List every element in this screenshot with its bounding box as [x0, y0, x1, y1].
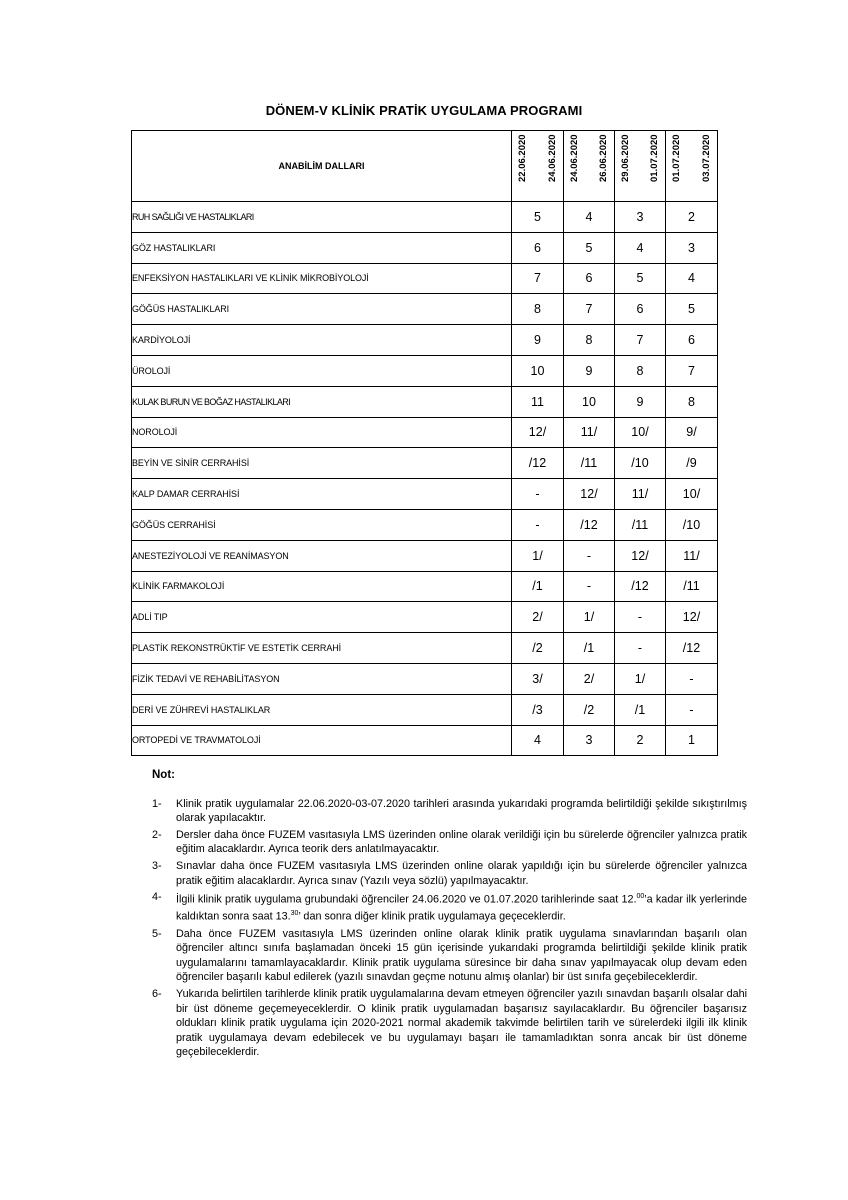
note-number: 6- — [152, 987, 162, 1000]
note-text-part: İlgili klinik pratik uygulama grubundaki öğrenciler 24.06.2020 ve 01.07.2020 tarihlerinde saat 12. — [176, 893, 637, 906]
group-cell: 11/ — [666, 540, 718, 571]
group-cell: - — [564, 540, 615, 571]
table-row — [132, 263, 718, 294]
group-cell: 8 — [666, 386, 718, 417]
dept-name: KULAK BURUN VE BOĞAZ HASTALIKLARI — [132, 386, 512, 417]
group-cell: /2 — [564, 694, 615, 725]
table-row — [132, 694, 718, 725]
note-number: 2- — [152, 828, 162, 841]
group-cell: /1 — [564, 633, 615, 664]
group-cell: 7 — [666, 355, 718, 386]
note-item — [152, 987, 747, 1060]
dept-name: KARDİYOLOJİ — [132, 325, 512, 356]
group-cell: 6 — [512, 232, 564, 263]
group-cell: 11/ — [564, 417, 615, 448]
table-row — [132, 540, 718, 571]
date-column-header — [512, 131, 564, 202]
group-cell: /12 — [512, 448, 564, 479]
date-start: 29.06.2020 — [620, 134, 631, 182]
table-row — [132, 355, 718, 386]
group-cell: - — [666, 694, 718, 725]
group-cell: - — [615, 633, 666, 664]
note-superscript: 00 — [636, 893, 645, 901]
dept-name: GÖĞÜS CERRAHİSİ — [132, 509, 512, 540]
date-end: 03.07.2020 — [701, 134, 712, 182]
group-cell: 12/ — [512, 417, 564, 448]
note-item — [152, 828, 747, 857]
dept-name: ENFEKSİYON HASTALIKLARI VE KLİNİK MİKROBİYOLOJİ — [132, 263, 512, 294]
group-cell: 6 — [615, 294, 666, 325]
group-cell: /1 — [512, 571, 564, 602]
table-row — [132, 479, 718, 510]
note-text: Yukarıda belirtilen tarihlerde klinik pratik uygulamalarına devam etmeyen öğrenciler yazılı sınavdan başarılı olsalar dahi bir üst döneme geçemeyeceklerdir. O klinik pratik uygulamadan başarısız sayılacaklardır. Bu öğrenciler başarısız oldukları klinik pratik uygulama için 2020-2021 normal akademik takvimde belirtilen tarih ve sürelerdeki ilgili ilk klinik pratik uygulamaya devam edebilecek ve bu uygulamayı başarı ile tamamladıktan sonra ancak bir üst döneme geçebileceklerdir. — [176, 987, 747, 1059]
dept-name: ORTOPEDİ VE TRAVMATOLOJİ — [132, 725, 512, 756]
group-cell: 7 — [512, 263, 564, 294]
group-cell: 4 — [666, 263, 718, 294]
page-title: DÖNEM-V KLİNİK PRATİK UYGULAMA PROGRAMI — [265, 103, 583, 118]
dept-name: ADLİ TIP — [132, 602, 512, 633]
group-cell: 12/ — [615, 540, 666, 571]
dept-name: GÖZ HASTALIKLARI — [132, 232, 512, 263]
group-cell: 12/ — [666, 602, 718, 633]
group-cell: 9 — [615, 386, 666, 417]
group-cell: 10/ — [615, 417, 666, 448]
group-cell: - — [666, 663, 718, 694]
group-cell: 2/ — [512, 602, 564, 633]
group-cell: 9 — [512, 325, 564, 356]
dept-name: KALP DAMAR CERRAHİSİ — [132, 479, 512, 510]
group-cell: 2 — [666, 202, 718, 233]
note-superscript: 30 — [290, 910, 299, 918]
table-row — [132, 725, 718, 756]
table-row — [132, 294, 718, 325]
date-start: 22.06.2020 — [517, 134, 528, 182]
group-cell: 11/ — [615, 479, 666, 510]
group-cell: 1/ — [615, 663, 666, 694]
note-item — [152, 797, 747, 826]
group-cell: /9 — [666, 448, 718, 479]
table-row — [132, 571, 718, 602]
group-cell: 7 — [615, 325, 666, 356]
dept-name: ÜROLOJİ — [132, 355, 512, 386]
group-cell: /12 — [564, 509, 615, 540]
group-cell: 1 — [666, 725, 718, 756]
date-end: 24.06.2020 — [547, 134, 558, 182]
group-cell: 5 — [512, 202, 564, 233]
note-text-part: ’a kadar ilk yerlerinde kaldıktan sonra saat 13. — [176, 893, 747, 923]
group-cell: /11 — [564, 448, 615, 479]
group-cell: /1 — [615, 694, 666, 725]
dept-name: BEYİN VE SİNİR CERRAHİSİ — [132, 448, 512, 479]
date-column-header — [564, 131, 615, 202]
note-number: 4- — [152, 891, 162, 904]
group-cell: 2 — [615, 725, 666, 756]
notes-section — [152, 768, 747, 1062]
group-cell: 8 — [615, 355, 666, 386]
table-body — [132, 202, 718, 756]
table-row — [132, 633, 718, 664]
group-cell: 1/ — [564, 602, 615, 633]
date-column-header — [666, 131, 718, 202]
group-cell: 2/ — [564, 663, 615, 694]
program-table — [131, 130, 718, 756]
group-cell: 10 — [512, 355, 564, 386]
group-cell: 4 — [564, 202, 615, 233]
group-cell: /3 — [512, 694, 564, 725]
dept-name: NOROLOJİ — [132, 417, 512, 448]
group-cell: 5 — [564, 232, 615, 263]
note-text: Klinik pratik uygulamalar 22.06.2020-03-07.2020 tarihleri arasında yukarıdaki programda belirtildiği şekilde sıkıştırılmış olarak yapılacaktır. — [176, 797, 747, 825]
note-text: Sınavlar daha önce FUZEM vasıtasıyla LMS üzerinden online olarak yapıldığı için bu sürelerde öğrenciler yalnızca pratik eğitim alacaklardır. Ayrıca sınav (Yazılı veya sözlü) yapılmayacaktır. — [176, 859, 747, 887]
note-text: Daha önce FUZEM vasıtasıyla LMS üzerinden online olarak klinik pratik uygulama sınavlarından başarılı olan öğrenciler altıncı sınıfa başlamadan önceki 15 gün içerisinde yukarıdaki programda belirtildiği şekilde klinik pratik uygulamalarını tamamlayacaklardır. Klinik pratik uygulama süresince bir daha sınav yapılmayacak olup devam eden öğrenciler başarılı kabul edilerek (yazılı sınavdan geçme notunu almış olanlar) bir üst sınıfa geçebileceklerdir. — [176, 927, 747, 984]
date-start: 24.06.2020 — [569, 134, 580, 182]
dept-column-header: ANABİLİM DALLARI — [132, 131, 512, 202]
table-header-row — [132, 131, 718, 202]
group-cell: 4 — [615, 232, 666, 263]
group-cell: /12 — [666, 633, 718, 664]
date-end: 26.06.2020 — [598, 134, 609, 182]
group-cell: 4 — [512, 725, 564, 756]
group-cell: - — [512, 479, 564, 510]
group-cell: 7 — [564, 294, 615, 325]
table-row — [132, 417, 718, 448]
group-cell: /2 — [512, 633, 564, 664]
group-cell: 8 — [564, 325, 615, 356]
group-cell: 10 — [564, 386, 615, 417]
note-item — [152, 890, 747, 924]
group-cell: 9 — [564, 355, 615, 386]
table-row — [132, 602, 718, 633]
date-column-header — [615, 131, 666, 202]
group-cell: 5 — [615, 263, 666, 294]
table-row — [132, 325, 718, 356]
group-cell: 5 — [666, 294, 718, 325]
dept-name: DERİ VE ZÜHREVİ HASTALIKLAR — [132, 694, 512, 725]
dept-name: PLASTİK REKONSTRÜKTİF VE ESTETİK CERRAHİ — [132, 633, 512, 664]
group-cell: 10/ — [666, 479, 718, 510]
notes-list — [152, 797, 747, 1060]
group-cell: 12/ — [564, 479, 615, 510]
group-cell: 11 — [512, 386, 564, 417]
group-cell: 6 — [564, 263, 615, 294]
dept-name: GÖĞÜS HASTALIKLARI — [132, 294, 512, 325]
group-cell: /11 — [615, 509, 666, 540]
date-end: 01.07.2020 — [649, 134, 660, 182]
note-number: 3- — [152, 859, 162, 872]
note-number: 1- — [152, 797, 162, 810]
group-cell: 8 — [512, 294, 564, 325]
group-cell: 9/ — [666, 417, 718, 448]
table-row — [132, 509, 718, 540]
table-row — [132, 202, 718, 233]
note-text-part: ’ dan sonra diğer klinik pratik uygulamaya geçeceklerdir. — [298, 910, 566, 923]
dept-name: KLİNİK FARMAKOLOJİ — [132, 571, 512, 602]
date-start: 01.07.2020 — [671, 134, 682, 182]
table-row — [132, 386, 718, 417]
group-cell: - — [615, 602, 666, 633]
dept-name: ANESTEZİYOLOJİ VE REANİMASYON — [132, 540, 512, 571]
table-row — [132, 232, 718, 263]
group-cell: 3 — [564, 725, 615, 756]
note-text: Dersler daha önce FUZEM vasıtasıyla LMS üzerinden online olarak verildiği için bu sürelerde öğrenciler yalnızca pratik eğitim alacaklardır. Ayrıca teorik ders anlatılmayacaktır. — [176, 828, 747, 856]
group-cell: 1/ — [512, 540, 564, 571]
table-row — [132, 663, 718, 694]
note-number: 5- — [152, 927, 162, 940]
group-cell: 3/ — [512, 663, 564, 694]
group-cell: 6 — [666, 325, 718, 356]
notes-heading: Not: — [152, 769, 175, 781]
group-cell: /12 — [615, 571, 666, 602]
group-cell: /10 — [615, 448, 666, 479]
note-text — [176, 890, 747, 924]
table-row — [132, 448, 718, 479]
group-cell: /10 — [666, 509, 718, 540]
group-cell: /11 — [666, 571, 718, 602]
dept-name: FİZİK TEDAVİ VE REHABİLİTASYON — [132, 663, 512, 694]
note-item — [152, 927, 747, 985]
note-item — [152, 859, 747, 888]
group-cell: 3 — [615, 202, 666, 233]
group-cell: 3 — [666, 232, 718, 263]
dept-name: RUH SAĞLIĞI VE HASTALIKLARI — [132, 202, 512, 233]
group-cell: - — [512, 509, 564, 540]
group-cell: - — [564, 571, 615, 602]
